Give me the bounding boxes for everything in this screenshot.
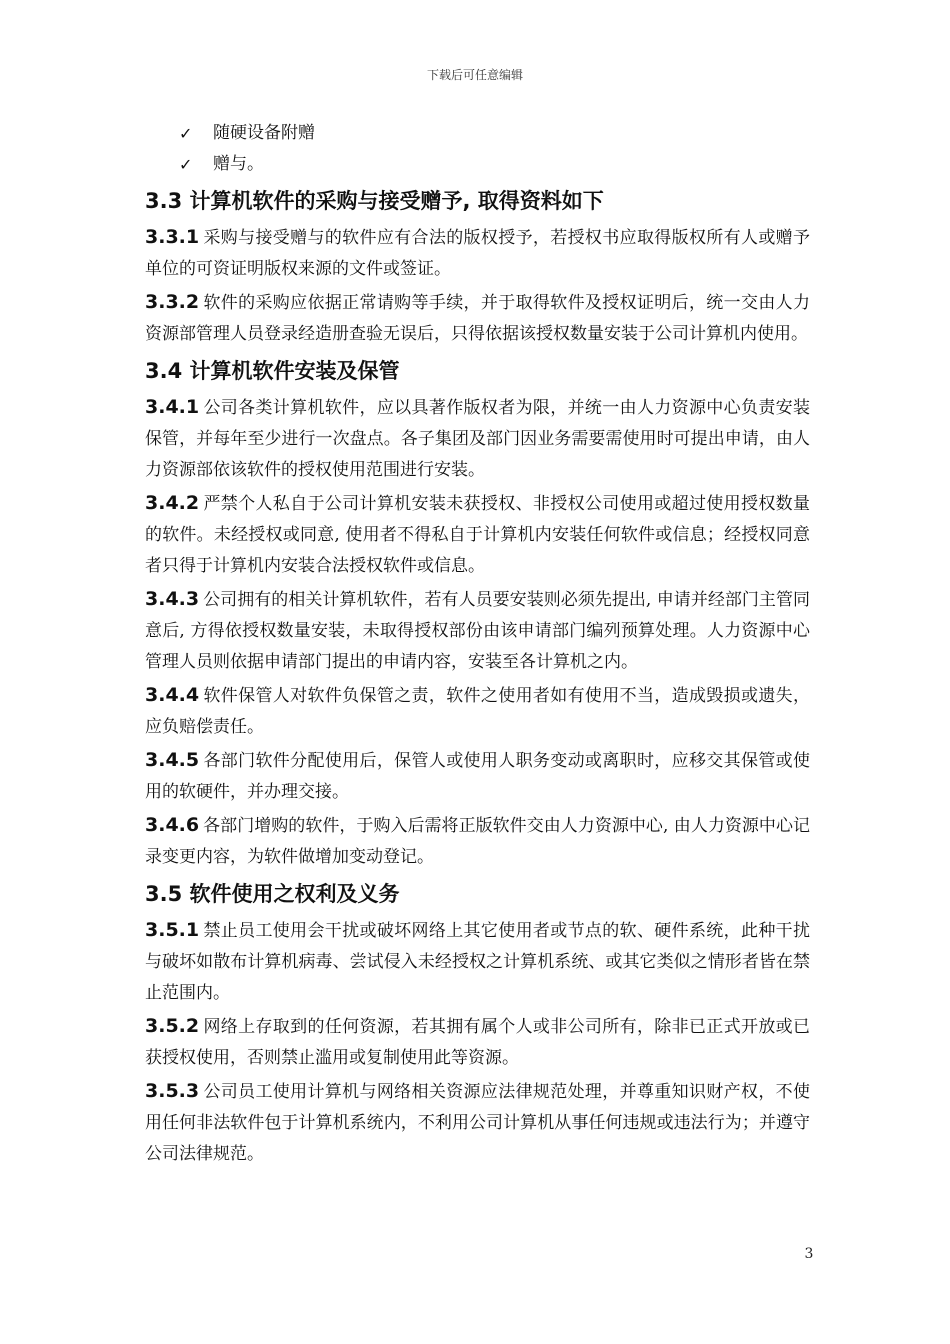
- paragraph: [145, 680, 810, 743]
- paragraph: [145, 222, 810, 285]
- paragraph: [145, 810, 810, 873]
- paragraph-text: 各部门增购的软件，于购入后需将正版软件交由人力资源中心, 由人力资源中心记录变更内容，为软件做增加变动登记。: [145, 816, 810, 867]
- clause-number: 3.5.2: [145, 1015, 200, 1037]
- paragraph: [145, 488, 810, 582]
- clause-number: 3.4.1: [145, 396, 200, 418]
- clause-number: 3.4.4: [145, 684, 200, 706]
- bullet-text: 随硬设备附赠: [213, 123, 315, 143]
- bullet-item: [145, 149, 810, 180]
- clause-number: 3.5.3: [145, 1080, 200, 1102]
- paragraph-text: 公司拥有的相关计算机软件，若有人员要安装则必须先提出, 申请并经部门主管同意后, 方得依授权数量安装，未取得授权部份由该申请部门编列预算处理。人力资源中心管理人员则依据申请部门提出的申请内容，安装至各计算机之内。: [145, 590, 810, 672]
- section-heading: 3.4 计算机软件安装及保管: [145, 359, 400, 383]
- paragraph: [145, 392, 810, 486]
- section-heading: 3.3 计算机软件的采购与接受赠予, 取得资料如下: [145, 189, 604, 213]
- paragraph: [145, 1011, 810, 1074]
- paragraph: [145, 745, 810, 808]
- bullet-text: 赠与。: [213, 154, 264, 174]
- paragraph-text: 公司各类计算机软件，应以具著作版权者为限，并统一由人力资源中心负责安装保管，并每年至少进行一次盘点。各子集团及部门因业务需要需使用时可提出申请，由人力资源部依该软件的授权使用范围进行安装。: [145, 398, 810, 480]
- paragraph-text: 网络上存取到的任何资源，若其拥有属个人或非公司所有，除非已正式开放或已获授权使用，否则禁止滥用或复制使用此等资源。: [145, 1017, 810, 1068]
- paragraph-text: 禁止员工使用会干扰或破坏网络上其它使用者或节点的软、硬件系统，此种干扰与破坏如散布计算机病毒、尝试侵入未经授权之计算机系统、或其它类似之情形者皆在禁止范围内。: [145, 921, 810, 1003]
- header-note: 下载后可任意编辑: [426, 68, 523, 82]
- paragraph: [145, 915, 810, 1009]
- clause-number: 3.3.1: [145, 226, 200, 248]
- paragraph-text: 严禁个人私自于公司计算机安装未获授权、非授权公司使用或超过使用授权数量的软件。未经授权或同意, 使用者不得私自于计算机内安装任何软件或信息；经授权同意者只得于计算机内安装合法授权软件或信息。: [145, 494, 810, 576]
- paragraph: [145, 287, 810, 350]
- clause-number: 3.3.2: [145, 291, 200, 313]
- check-icon: ✓: [179, 124, 193, 143]
- section-heading: 3.5 软件使用之权利及义务: [145, 882, 400, 906]
- clause-number: 3.5.1: [145, 919, 200, 941]
- paragraph-text: 采购与接受赠与的软件应有合法的版权授予，若授权书应取得版权所有人或赠予单位的可资证明版权来源的文件或签证。: [145, 228, 810, 279]
- clause-number: 3.4.2: [145, 492, 200, 514]
- page-number: 3: [804, 1246, 814, 1262]
- paragraph-text: 软件保管人对软件负保管之责，软件之使用者如有使用不当，造成毁损或遗失，应负赔偿责任。: [145, 686, 810, 737]
- bullet-item: [145, 118, 810, 149]
- paragraph-text: 各部门软件分配使用后，保管人或使用人职务变动或离职时，应移交其保管或使用的软硬件，并办理交接。: [145, 751, 810, 802]
- paragraph-text: 软件的采购应依据正常请购等手续，并于取得软件及授权证明后，统一交由人力资源部管理人员登录经造册查验无误后，只得依据该授权数量安装于公司计算机内使用。: [145, 293, 810, 344]
- paragraph: [145, 1076, 810, 1170]
- clause-number: 3.4.5: [145, 749, 200, 771]
- clause-number: 3.4.6: [145, 814, 200, 836]
- clause-number: 3.4.3: [145, 588, 200, 610]
- paragraph-text: 公司员工使用计算机与网络相关资源应法律规范处理，并尊重知识财产权，不使用任何非法软件包于计算机系统内，不利用公司计算机从事任何违规或违法行为；并遵守公司法律规范。: [145, 1082, 810, 1164]
- document-body: [145, 118, 810, 1172]
- check-icon: ✓: [179, 155, 193, 174]
- paragraph: [145, 584, 810, 678]
